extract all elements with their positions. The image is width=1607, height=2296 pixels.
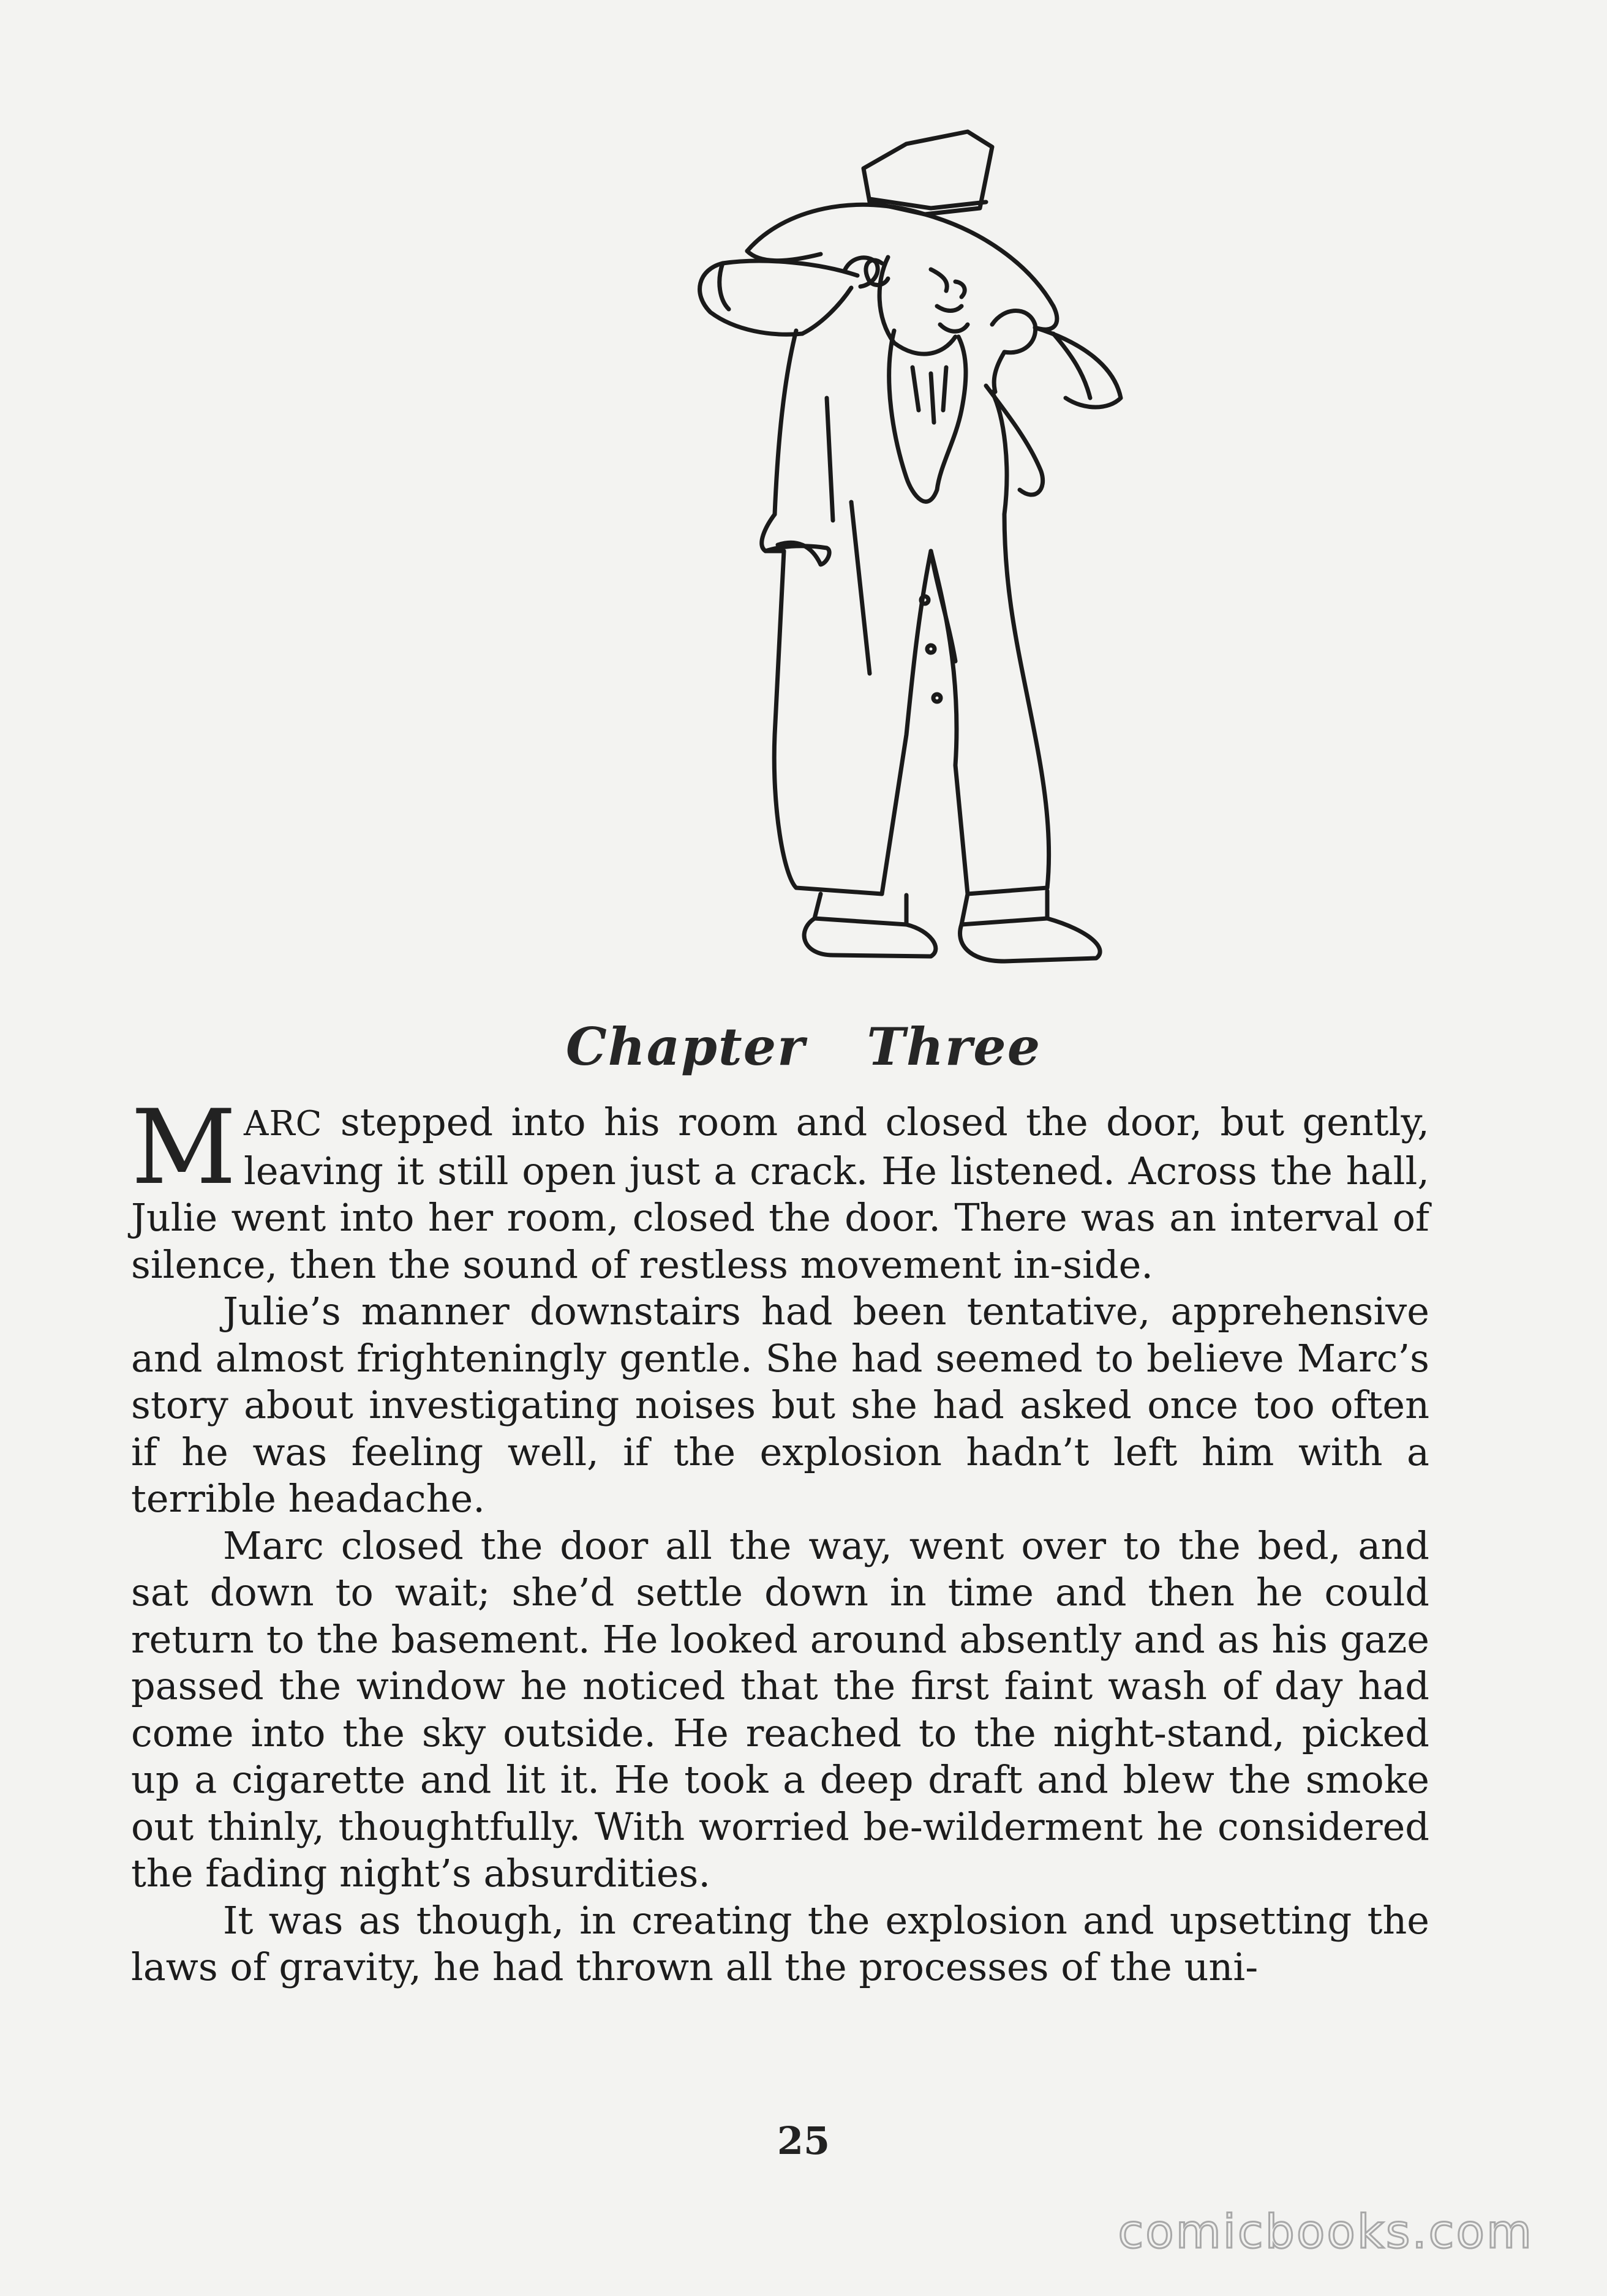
- page-number: 25: [777, 2118, 830, 2163]
- paragraph: Julie’s manner downstairs had been tentative, apprehensive and almost frighteningly gentle. She had seemed to believe Marc’s story about investigating noises but she had asked once too often if he was feeling well, if the explosion hadn’t left him with a terrible headache.: [131, 1289, 1429, 1521]
- opening-small-caps: ARC: [244, 1104, 323, 1144]
- paragraph: [131, 1087, 1429, 1288]
- chapter-text: [131, 1087, 1429, 1991]
- paragraph: Marc closed the door all the way, went over to the bed, and sat down to wait; she’d settle down in time and then he could return to the basement. He looked around absently and as his gaze passed the window he noticed that the first faint wash of day had come into the sky outside. He reached to the night-stand, picked up a cigarette and lit it. He took a deep draft and blew the smoke out thinly, thoughtfully. With worried be-wilderment he considered the fading night’s absurdities.: [131, 1523, 1429, 1896]
- chapter-title-word: Chapter: [565, 1016, 806, 1077]
- paragraph-text: stepped into his room and closed the door, but gently, leaving it still open just a crack. He listened. Across the hall, Julie went into her room, closed the door. There was an interval of silence, then the sound of restless movement in-side.: [131, 1100, 1429, 1287]
- paragraph: It was as though, in creating the explosion and upsetting the laws of gravity, he had thrown all the processes of the uni-: [131, 1897, 1429, 1989]
- chapter-title-number: Three: [867, 1016, 1042, 1077]
- chapter-title: [0, 1016, 1607, 1077]
- watermark: comicbooks.com: [1118, 2204, 1534, 2259]
- bearded-man-covering-ears-icon: [563, 122, 1145, 980]
- drop-cap: M: [131, 1087, 237, 1207]
